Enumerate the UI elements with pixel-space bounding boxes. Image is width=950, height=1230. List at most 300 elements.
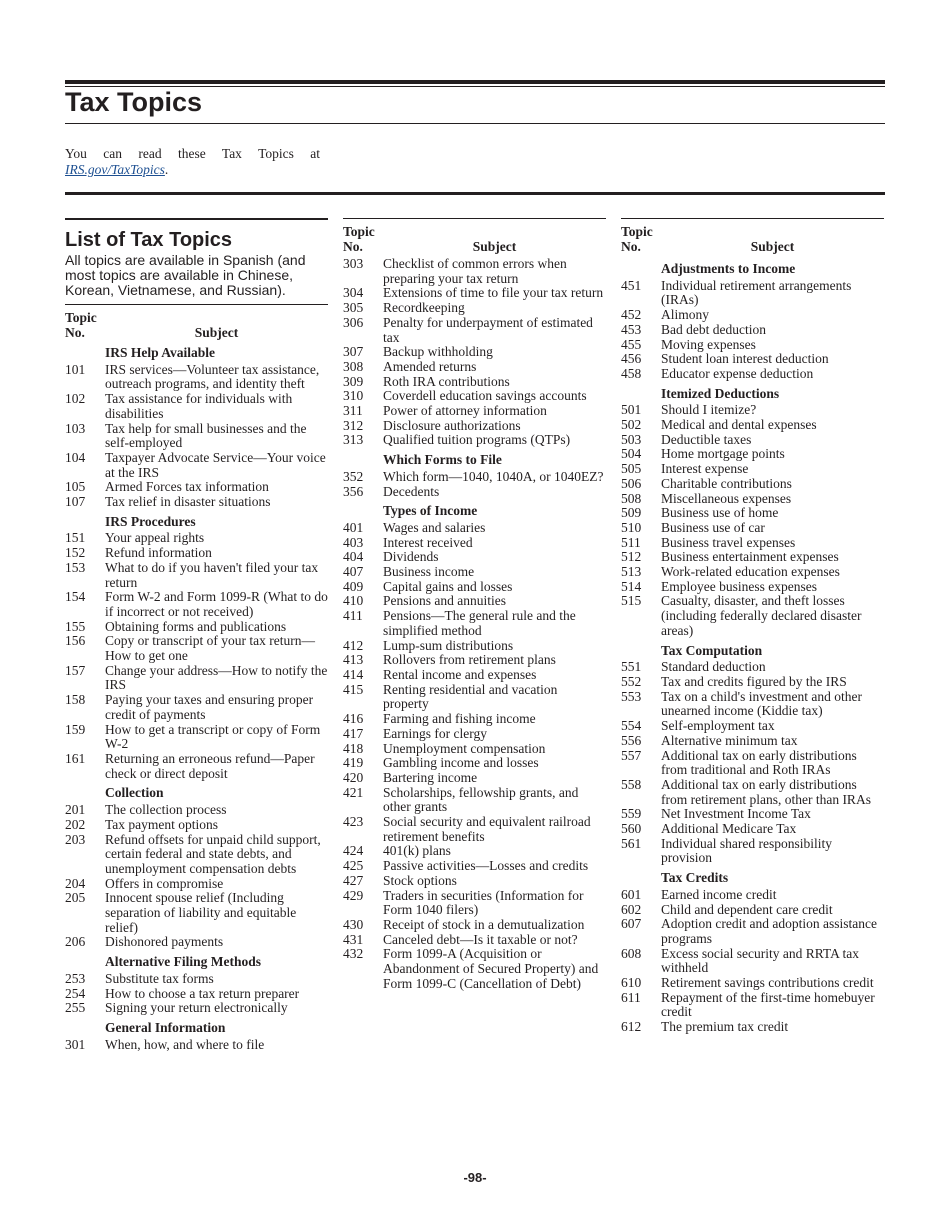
topic-subject: Social security and equivalent railroad retirement benefits bbox=[383, 814, 591, 844]
topic-subject: Tax payment options bbox=[105, 816, 219, 832]
topic-row bbox=[65, 693, 328, 722]
topic-row bbox=[621, 976, 884, 991]
topic-number: 602 bbox=[621, 901, 642, 917]
topic-row bbox=[621, 807, 884, 822]
topic-row bbox=[621, 352, 884, 367]
topic-subject: IRS services—Volunteer tax assistance, outreach programs, and identity theft bbox=[105, 361, 320, 392]
topic-number: 159 bbox=[65, 721, 86, 737]
topic-number: 411 bbox=[343, 608, 363, 624]
topic-subject: Retirement savings contributions credit bbox=[661, 975, 874, 991]
topic-row bbox=[343, 580, 606, 595]
topic-subject: Tax relief in disaster situations bbox=[105, 494, 271, 510]
topic-number: 510 bbox=[621, 519, 642, 535]
column-1 bbox=[65, 218, 328, 1052]
section-heading: Types of Income bbox=[383, 503, 478, 519]
topic-number: 204 bbox=[65, 875, 86, 891]
topic-number: 423 bbox=[343, 814, 364, 830]
topic-subject: Qualified tuition programs (QTPs) bbox=[383, 432, 571, 448]
topic-number: 610 bbox=[621, 975, 642, 991]
topic-number: 421 bbox=[343, 784, 364, 800]
topic-number: 429 bbox=[343, 887, 364, 903]
topic-number: 412 bbox=[343, 637, 364, 653]
topic-subject: Dishonored payments bbox=[105, 934, 224, 950]
section-separator bbox=[65, 192, 885, 195]
topic-number: 161 bbox=[65, 750, 86, 766]
column-header bbox=[621, 221, 884, 257]
topic-row bbox=[343, 712, 606, 727]
topic-subject: Educator expense deduction bbox=[661, 365, 814, 381]
top-heavy-rule bbox=[65, 80, 885, 84]
topic-number: 304 bbox=[343, 285, 364, 301]
section-heading: Collection bbox=[105, 785, 164, 801]
topic-number: 458 bbox=[621, 365, 642, 381]
topic-row bbox=[621, 550, 884, 565]
topic-subject: Business travel expenses bbox=[661, 534, 796, 550]
topic-subject: Alimony bbox=[661, 307, 710, 323]
topic-number: 303 bbox=[343, 256, 364, 271]
topic-subject: Rollovers from retirement plans bbox=[383, 652, 556, 668]
title-rule bbox=[65, 123, 885, 124]
topic-subject: Work-related education expenses bbox=[661, 564, 840, 580]
topic-row bbox=[65, 546, 328, 561]
topic-number: 552 bbox=[621, 673, 642, 689]
topic-subject: Tax help for small businesses and the self-employed bbox=[105, 420, 307, 451]
topic-number: 453 bbox=[621, 321, 642, 337]
topic-row bbox=[621, 837, 884, 866]
header-topic-no: Topic No. bbox=[65, 310, 97, 340]
topic-subject: Tax assistance for individuals with disabilities bbox=[105, 391, 293, 421]
topic-number: 425 bbox=[343, 858, 364, 874]
topic-row bbox=[343, 756, 606, 771]
topic-row bbox=[343, 727, 606, 742]
topic-row bbox=[343, 521, 606, 536]
topic-row bbox=[343, 565, 606, 580]
topic-number: 152 bbox=[65, 545, 86, 561]
topic-row bbox=[65, 561, 328, 590]
topic-number: 424 bbox=[343, 843, 364, 859]
topic-subject: 401(k) plans bbox=[383, 843, 451, 859]
topic-row bbox=[65, 935, 328, 950]
section-heading: Which Forms to File bbox=[383, 452, 502, 468]
topic-subject: What to do if you haven't filed your tax return bbox=[105, 559, 319, 590]
topic-subject: Bartering income bbox=[383, 769, 478, 785]
topic-subject: Backup withholding bbox=[383, 344, 493, 360]
topic-row bbox=[621, 580, 884, 595]
topic-row bbox=[343, 345, 606, 360]
topic-row bbox=[621, 917, 884, 946]
topic-row bbox=[621, 719, 884, 734]
topic-row bbox=[621, 822, 884, 837]
topic-subject: Paying your taxes and ensuring proper credit of payments bbox=[105, 692, 314, 722]
topic-subject: Form W-2 and Form 1099-R (What to do if incorrect or not received) bbox=[105, 589, 328, 619]
topic-subject: Penalty for underpayment of estimated tax bbox=[383, 314, 593, 345]
topic-number: 311 bbox=[343, 403, 363, 419]
topic-subject: Bad debt deduction bbox=[661, 321, 766, 337]
topic-number: 107 bbox=[65, 494, 86, 510]
topic-number: 151 bbox=[65, 530, 86, 546]
topic-row bbox=[65, 590, 328, 619]
topic-subject: Signing your return electronically bbox=[105, 1000, 288, 1016]
topic-row bbox=[343, 485, 606, 500]
topic-row bbox=[621, 492, 884, 507]
topic-number: 409 bbox=[343, 578, 364, 594]
topic-subject: Gambling income and losses bbox=[383, 755, 539, 771]
topic-subject: Additional tax on early distributions from retirement plans, other than IRAs bbox=[661, 776, 871, 807]
topic-number: 561 bbox=[621, 835, 642, 851]
topic-subject: Net Investment Income Tax bbox=[661, 806, 811, 822]
header-topic-no: Topic No. bbox=[343, 224, 375, 254]
topic-row bbox=[65, 1038, 328, 1053]
topic-row bbox=[65, 818, 328, 833]
section-heading: Tax Computation bbox=[661, 642, 763, 658]
topic-row bbox=[621, 433, 884, 448]
topic-row bbox=[343, 404, 606, 419]
header-topic-no: Topic No. bbox=[621, 224, 653, 254]
topic-subject: Tax on a child's investment and other unearned income (Kiddie tax) bbox=[661, 688, 862, 719]
topic-subject: Coverdell education savings accounts bbox=[383, 388, 587, 404]
topic-row bbox=[343, 859, 606, 874]
topic-subject: Lump-sum distributions bbox=[383, 637, 514, 653]
topic-number: 511 bbox=[621, 534, 641, 550]
topic-row bbox=[343, 815, 606, 844]
topic-number: 309 bbox=[343, 373, 364, 389]
topic-number: 415 bbox=[343, 681, 364, 697]
topic-subject: Power of attorney information bbox=[383, 403, 547, 419]
topic-number: 403 bbox=[343, 534, 364, 550]
tax-topics-link[interactable]: IRS.gov/TaxTopics bbox=[65, 162, 165, 177]
topic-subject: Armed Forces tax information bbox=[105, 479, 269, 495]
topic-subject: Taxpayer Advocate Service—Your voice at the IRS bbox=[105, 449, 326, 480]
topic-subject: Adoption credit and adoption assistance programs bbox=[661, 916, 877, 946]
topic-subject: Tax and credits figured by the IRS bbox=[661, 673, 847, 689]
topic-row bbox=[621, 447, 884, 462]
topic-row bbox=[621, 308, 884, 323]
topic-row bbox=[621, 477, 884, 492]
header-subject: Subject bbox=[472, 239, 517, 254]
topic-row bbox=[343, 470, 606, 485]
topic-number: 508 bbox=[621, 490, 642, 506]
topic-subject: Interest received bbox=[383, 534, 473, 550]
topic-number: 308 bbox=[343, 358, 364, 374]
topic-subject: Individual shared responsibility provision bbox=[661, 835, 832, 866]
header-rule bbox=[65, 304, 328, 305]
topic-subject: Which form—1040, 1040A, or 1040EZ? bbox=[383, 468, 604, 484]
column-1-body bbox=[65, 346, 328, 1052]
topic-subject: Offers in compromise bbox=[105, 875, 224, 891]
topic-subject: Disclosure authorizations bbox=[383, 417, 521, 433]
topic-row bbox=[65, 363, 328, 392]
topic-row bbox=[65, 451, 328, 480]
topic-number: 509 bbox=[621, 505, 642, 521]
topic-subject: Renting residential and vacation property bbox=[383, 681, 558, 712]
topic-subject: Copy or transcript of your tax return—How to get one bbox=[105, 633, 315, 664]
topic-subject: Business income bbox=[383, 564, 475, 580]
topic-subject: Canceled debt—Is it taxable or not? bbox=[383, 931, 578, 947]
topic-subject: Your appeal rights bbox=[105, 530, 205, 546]
section-heading: Adjustments to Income bbox=[661, 261, 796, 276]
topic-subject: Change your address—How to notify the IRS bbox=[105, 662, 328, 693]
topic-row bbox=[343, 594, 606, 609]
topic-row bbox=[621, 675, 884, 690]
topic-number: 254 bbox=[65, 985, 86, 1001]
topic-number: 504 bbox=[621, 446, 642, 462]
topic-number: 557 bbox=[621, 747, 642, 763]
topic-subject: Scholarships, fellowship grants, and other grants bbox=[383, 784, 579, 815]
topic-row bbox=[343, 668, 606, 683]
topic-number: 313 bbox=[343, 432, 364, 448]
topic-row bbox=[343, 550, 606, 565]
topic-row bbox=[343, 933, 606, 948]
section-heading: General Information bbox=[105, 1019, 226, 1035]
topic-number: 202 bbox=[65, 816, 86, 832]
topic-number: 420 bbox=[343, 769, 364, 785]
topic-number: 104 bbox=[65, 449, 86, 465]
topic-row bbox=[65, 752, 328, 781]
topic-subject: Pensions and annuities bbox=[383, 593, 506, 609]
topic-row bbox=[621, 565, 884, 580]
topic-row bbox=[621, 888, 884, 903]
topic-number: 455 bbox=[621, 336, 642, 352]
topic-number: 512 bbox=[621, 549, 642, 565]
topic-row bbox=[621, 734, 884, 749]
topic-row bbox=[343, 536, 606, 551]
topic-number: 427 bbox=[343, 872, 364, 888]
topic-row bbox=[65, 620, 328, 635]
topic-number: 401 bbox=[343, 519, 364, 535]
topic-subject: Interest expense bbox=[661, 461, 749, 477]
topic-row bbox=[65, 723, 328, 752]
topic-number: 312 bbox=[343, 417, 364, 433]
topic-subject: Roth IRA contributions bbox=[383, 373, 510, 389]
topic-subject: Stock options bbox=[383, 872, 457, 888]
topic-row bbox=[65, 392, 328, 421]
topic-number: 601 bbox=[621, 886, 642, 902]
topic-subject: Standard deduction bbox=[661, 659, 766, 675]
topic-subject: Decedents bbox=[383, 483, 440, 499]
topic-number: 407 bbox=[343, 564, 364, 580]
topic-number: 432 bbox=[343, 946, 364, 962]
topic-subject: The premium tax credit bbox=[661, 1019, 789, 1035]
topic-subject: Unemployment compensation bbox=[383, 740, 546, 756]
topic-row bbox=[621, 536, 884, 551]
intro-paragraph bbox=[65, 146, 320, 178]
topic-row bbox=[343, 683, 606, 712]
topic-row bbox=[343, 639, 606, 654]
topic-number: 153 bbox=[65, 559, 86, 575]
topic-row bbox=[343, 360, 606, 375]
column-3-body bbox=[621, 262, 884, 1035]
topic-subject: Casualty, disaster, and theft losses (including federally declared disaster areas) bbox=[661, 593, 862, 638]
topic-row bbox=[621, 367, 884, 382]
topic-subject: Self-employment tax bbox=[661, 718, 775, 734]
topic-number: 414 bbox=[343, 666, 364, 682]
topic-subject: Refund information bbox=[105, 545, 212, 561]
topic-number: 156 bbox=[65, 633, 86, 649]
topic-row bbox=[65, 891, 328, 935]
topic-row bbox=[621, 403, 884, 418]
topic-row bbox=[65, 987, 328, 1002]
topic-subject: Moving expenses bbox=[661, 336, 756, 352]
topic-number: 253 bbox=[65, 970, 86, 986]
topic-row bbox=[65, 495, 328, 510]
topic-number: 404 bbox=[343, 549, 364, 565]
topic-number: 551 bbox=[621, 659, 642, 675]
topic-subject: Passive activities—Losses and credits bbox=[383, 858, 589, 874]
topic-subject: How to get a transcript or copy of Form W-2 bbox=[105, 721, 321, 752]
topic-subject: Student loan interest deduction bbox=[661, 351, 829, 367]
topic-number: 513 bbox=[621, 564, 642, 580]
topic-subject: Excess social security and RRTA tax withheld bbox=[661, 945, 859, 976]
intro-period: . bbox=[164, 162, 169, 177]
topic-row bbox=[343, 389, 606, 404]
section-heading: IRS Help Available bbox=[105, 345, 216, 360]
topic-number: 611 bbox=[621, 989, 641, 1005]
topic-subject: Medical and dental expenses bbox=[661, 417, 817, 433]
list-note: All topics are available in Spanish (and most topics are available in Chinese, Korean, Vietnamese, and Russian). bbox=[65, 252, 306, 298]
topic-row bbox=[65, 803, 328, 818]
section-heading: IRS Procedures bbox=[105, 513, 196, 529]
topic-number: 255 bbox=[65, 1000, 86, 1016]
topic-number: 608 bbox=[621, 945, 642, 961]
topic-row bbox=[621, 338, 884, 353]
topic-row bbox=[65, 531, 328, 546]
topic-number: 158 bbox=[65, 692, 86, 708]
topic-number: 515 bbox=[621, 593, 642, 609]
section-heading: Alternative Filing Methods bbox=[105, 954, 261, 970]
topic-row bbox=[343, 874, 606, 889]
topic-number: 307 bbox=[343, 344, 364, 360]
column-header bbox=[343, 221, 606, 257]
topic-number: 612 bbox=[621, 1019, 642, 1035]
topic-subject: Miscellaneous expenses bbox=[661, 490, 792, 506]
column-2-body bbox=[343, 257, 606, 991]
topic-number: 157 bbox=[65, 662, 86, 678]
topic-row bbox=[621, 462, 884, 477]
topic-row bbox=[343, 786, 606, 815]
topic-subject: Innocent spouse relief (Including separation of liability and equitable relief) bbox=[105, 890, 297, 935]
column-2 bbox=[343, 218, 606, 991]
topic-row bbox=[621, 506, 884, 521]
list-title: List of Tax Topics bbox=[65, 229, 233, 251]
topic-subject: Business use of car bbox=[661, 519, 765, 535]
topic-number: 558 bbox=[621, 776, 642, 792]
column-3 bbox=[621, 218, 884, 1035]
topic-subject: The collection process bbox=[105, 802, 227, 818]
topic-row bbox=[343, 771, 606, 786]
topic-subject: Employee business expenses bbox=[661, 578, 817, 594]
topic-row bbox=[343, 844, 606, 859]
topic-row bbox=[621, 778, 884, 807]
topic-row bbox=[65, 1001, 328, 1016]
topic-row bbox=[65, 634, 328, 663]
topic-number: 413 bbox=[343, 652, 364, 668]
topic-subject: Earnings for clergy bbox=[383, 725, 487, 741]
topic-number: 410 bbox=[343, 593, 364, 609]
topic-number: 418 bbox=[343, 740, 364, 756]
topic-subject: Additional Medicare Tax bbox=[661, 821, 797, 837]
section-heading: Tax Credits bbox=[661, 870, 729, 886]
topic-subject: Refund offsets for unpaid child support, certain federal and state debts, and unemployment compensation debts bbox=[105, 831, 321, 876]
topic-number: 556 bbox=[621, 732, 642, 748]
topic-number: 503 bbox=[621, 431, 642, 447]
topic-subject: When, how, and where to file bbox=[105, 1036, 265, 1052]
topic-row bbox=[621, 594, 884, 638]
topic-subject: Recordkeeping bbox=[383, 300, 465, 316]
topic-number: 419 bbox=[343, 755, 364, 771]
topic-row bbox=[343, 947, 606, 991]
topic-row bbox=[343, 286, 606, 301]
intro-text: You can read these Tax Topics at bbox=[65, 146, 320, 161]
topic-row bbox=[65, 422, 328, 451]
topic-row bbox=[621, 903, 884, 918]
topic-subject: Child and dependent care credit bbox=[661, 901, 833, 917]
topic-number: 310 bbox=[343, 388, 364, 404]
topic-row bbox=[343, 419, 606, 434]
column-header bbox=[65, 307, 328, 341]
topic-row bbox=[621, 690, 884, 719]
topic-subject: Repayment of the first-time homebuyer credit bbox=[661, 989, 875, 1020]
topic-number: 452 bbox=[621, 307, 642, 323]
page-title: Tax Topics bbox=[65, 87, 203, 117]
topic-row bbox=[65, 877, 328, 892]
topic-row bbox=[343, 316, 606, 345]
topic-row bbox=[621, 1020, 884, 1035]
topic-number: 205 bbox=[65, 890, 86, 906]
topic-number: 501 bbox=[621, 402, 642, 418]
topic-subject: Alternative minimum tax bbox=[661, 732, 798, 748]
topic-subject: Checklist of common errors when preparing your tax return bbox=[383, 256, 567, 286]
topic-number: 430 bbox=[343, 916, 364, 932]
topic-subject: Individual retirement arrangements (IRAs) bbox=[661, 277, 852, 308]
header-subject: Subject bbox=[194, 325, 239, 340]
topic-subject: Home mortgage points bbox=[661, 446, 785, 462]
topic-number: 201 bbox=[65, 802, 86, 818]
topic-row bbox=[343, 257, 606, 286]
section-heading: Itemized Deductions bbox=[661, 385, 780, 401]
topic-subject: Farming and fishing income bbox=[383, 711, 536, 727]
topic-row bbox=[343, 742, 606, 757]
topic-subject: Should I itemize? bbox=[661, 402, 757, 418]
topic-row bbox=[621, 947, 884, 976]
topic-row bbox=[65, 972, 328, 987]
topic-subject: How to choose a tax return preparer bbox=[105, 985, 300, 1001]
topic-row bbox=[343, 918, 606, 933]
topic-row bbox=[621, 660, 884, 675]
topic-subject: Dividends bbox=[383, 549, 439, 565]
topic-row bbox=[621, 323, 884, 338]
topic-row bbox=[621, 749, 884, 778]
topic-number: 305 bbox=[343, 300, 364, 316]
topic-subject: Rental income and expenses bbox=[383, 666, 537, 682]
topic-subject: Earned income credit bbox=[661, 886, 777, 902]
topic-number: 451 bbox=[621, 277, 642, 293]
topic-row bbox=[343, 375, 606, 390]
topic-number: 502 bbox=[621, 417, 642, 433]
topic-number: 102 bbox=[65, 391, 86, 407]
topic-subject: Amended returns bbox=[383, 358, 477, 374]
topic-number: 356 bbox=[343, 483, 364, 499]
topic-number: 101 bbox=[65, 361, 86, 377]
topic-number: 607 bbox=[621, 916, 642, 932]
topic-subject: Additional tax on early distributions from traditional and Roth IRAs bbox=[661, 747, 857, 778]
topic-row bbox=[343, 889, 606, 918]
page-number: -98- bbox=[463, 1170, 487, 1185]
topic-row bbox=[65, 664, 328, 693]
topic-subject: Returning an erroneous refund—Paper check or direct deposit bbox=[105, 750, 315, 781]
topic-row bbox=[65, 833, 328, 877]
topic-subject: Capital gains and losses bbox=[383, 578, 513, 594]
topic-row bbox=[343, 301, 606, 316]
